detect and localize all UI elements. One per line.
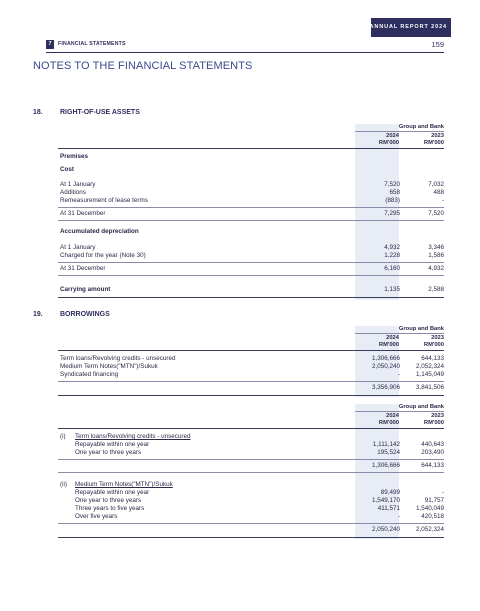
item-title: Term loans/Revolving credits - unsecured — [75, 433, 191, 440]
col-unit-2023: RM'000 — [423, 140, 444, 146]
value-2023: 3,346 — [428, 244, 444, 251]
carrying-label: Carrying amount — [60, 286, 111, 293]
total-line — [58, 537, 444, 538]
row-label: One year to three years — [75, 497, 142, 504]
col-unit-2023: RM'000 — [423, 420, 444, 426]
group-label: Group and Bank — [398, 124, 444, 130]
value-2024: 7,295 — [384, 210, 400, 217]
section-number: 7 — [46, 40, 54, 49]
subtotal-2023: 2,052,324 — [415, 526, 444, 533]
page-number: 159 — [431, 40, 444, 49]
row-label: Remeasurement of lease terms — [60, 197, 148, 204]
row-label: Additions — [60, 189, 86, 196]
page-title: NOTES TO THE FINANCIAL STATEMENTS — [33, 60, 253, 72]
row-label: At 1 January — [60, 244, 96, 251]
note-title: BORROWINGS — [60, 311, 110, 318]
group-underline — [355, 411, 444, 412]
value-2023: 440,643 — [421, 441, 444, 448]
value-2023: 7,032 — [428, 181, 444, 188]
value-2024: 7,520 — [384, 181, 400, 188]
row-label: Three years to five years — [75, 505, 145, 512]
row-label: Repayable within one year — [75, 441, 150, 448]
value-2023: 7,520 — [428, 210, 444, 217]
note-title: RIGHT-OF-USE ASSETS — [60, 109, 140, 116]
row-label: At 1 January — [60, 181, 96, 188]
section-title: FINANCIAL STATEMENTS — [58, 41, 126, 47]
col-unit-2023: RM'000 — [423, 342, 444, 348]
total-line — [58, 297, 444, 298]
note-number: 19. — [33, 311, 43, 318]
value-2023: 1,145,049 — [415, 371, 444, 378]
total-2024: 3,356,906 — [371, 384, 400, 391]
col-header-2024: 2024 — [386, 413, 399, 419]
row-label: One year to three years — [75, 449, 142, 456]
value-2023: - — [441, 489, 444, 496]
subtotal-line — [58, 275, 444, 276]
value-2024: 1,111,142 — [372, 441, 400, 448]
note-number: 18. — [33, 109, 43, 116]
item-marker: (ii) — [60, 481, 67, 488]
subtotal-line — [58, 381, 444, 382]
subtotal-line — [58, 262, 444, 263]
row-label: Medium Term Notes("MTN")/Sukuk — [60, 363, 158, 370]
note-18-heading — [33, 109, 140, 116]
accum-label: Accumulated depreciation — [60, 228, 139, 235]
item-title: Medium Term Notes("MTN")/Sukuk — [75, 481, 173, 488]
subtotal-line — [58, 472, 444, 473]
table-divider — [58, 148, 444, 149]
row-label: Syndicated financing — [60, 371, 119, 378]
value-2024: 2,050,240 — [371, 363, 400, 370]
subtotal-line — [58, 207, 444, 208]
subtotal-2024: 1,306,666 — [371, 462, 400, 469]
report-title: ANNUAL REPORT 2024 — [369, 24, 447, 30]
group-underline — [355, 333, 444, 334]
value-2023: 2,052,324 — [415, 363, 444, 370]
value-2023: 203,490 — [421, 449, 444, 456]
value-2024: 1,135 — [384, 286, 400, 293]
value-2024: 89,499 — [380, 489, 400, 496]
subtotal-line — [58, 523, 444, 524]
value-2023: 1,540,049 — [415, 505, 444, 512]
value-2023: 91,757 — [424, 497, 444, 504]
value-2024: (883) — [385, 197, 400, 204]
value-2024: 411,571 — [377, 505, 400, 512]
value-2024: 4,932 — [384, 244, 400, 251]
col-unit-2024: RM'000 — [378, 342, 399, 348]
value-2024: 195,524 — [377, 449, 400, 456]
value-2023: 1,586 — [428, 252, 444, 259]
value-2024: 1,228 — [384, 252, 400, 259]
row-label: Over five years — [75, 513, 118, 520]
row-label: At 31 December — [60, 210, 106, 217]
group-label: Group and Bank — [398, 404, 444, 410]
col-header-2024: 2024 — [386, 133, 399, 139]
row-label: At 31 December — [60, 265, 106, 272]
report-banner — [371, 18, 451, 37]
premises-label: Premises — [60, 153, 89, 160]
table-divider — [58, 428, 444, 429]
item-marker: (i) — [60, 433, 66, 440]
subtotal-line — [58, 459, 444, 460]
total-line — [58, 395, 444, 396]
value-2023: - — [441, 197, 444, 204]
col-header-2023: 2023 — [431, 335, 444, 341]
col-header-2023: 2023 — [431, 133, 444, 139]
value-2024: - — [397, 513, 400, 520]
value-2023: 488 — [433, 189, 444, 196]
cost-label: Cost — [60, 166, 74, 173]
row-label: Charged for the year (Note 30) — [60, 252, 146, 259]
col-unit-2024: RM'000 — [378, 420, 399, 426]
note-19-heading — [33, 311, 110, 318]
value-2024: 6,160 — [384, 265, 400, 272]
value-2023: 4,932 — [428, 265, 444, 272]
value-2024: 658 — [389, 189, 400, 196]
subtotal-line — [58, 220, 444, 221]
value-2023: 2,588 — [428, 286, 444, 293]
row-label: Repayable within one year — [75, 489, 150, 496]
col-unit-2024: RM'000 — [378, 140, 399, 146]
table-divider — [58, 350, 444, 351]
row-label: Term loans/Revolving credits - unsecured — [60, 355, 176, 362]
col-header-2024: 2024 — [386, 335, 399, 341]
value-2024: - — [397, 371, 400, 378]
group-underline — [355, 131, 444, 132]
section-header — [32, 40, 444, 50]
total-2023: 3,841,506 — [415, 384, 444, 391]
value-2023: 644,133 — [421, 355, 444, 362]
col-header-2023: 2023 — [431, 413, 444, 419]
value-2023: 420,518 — [421, 513, 444, 520]
subtotal-2024: 2,050,240 — [371, 526, 400, 533]
group-label: Group and Bank — [398, 326, 444, 332]
header-divider — [46, 52, 444, 53]
subtotal-2023: 644,133 — [421, 462, 444, 469]
value-2024: 1,549,170 — [371, 497, 400, 504]
value-2024: 1,306,666 — [371, 355, 400, 362]
